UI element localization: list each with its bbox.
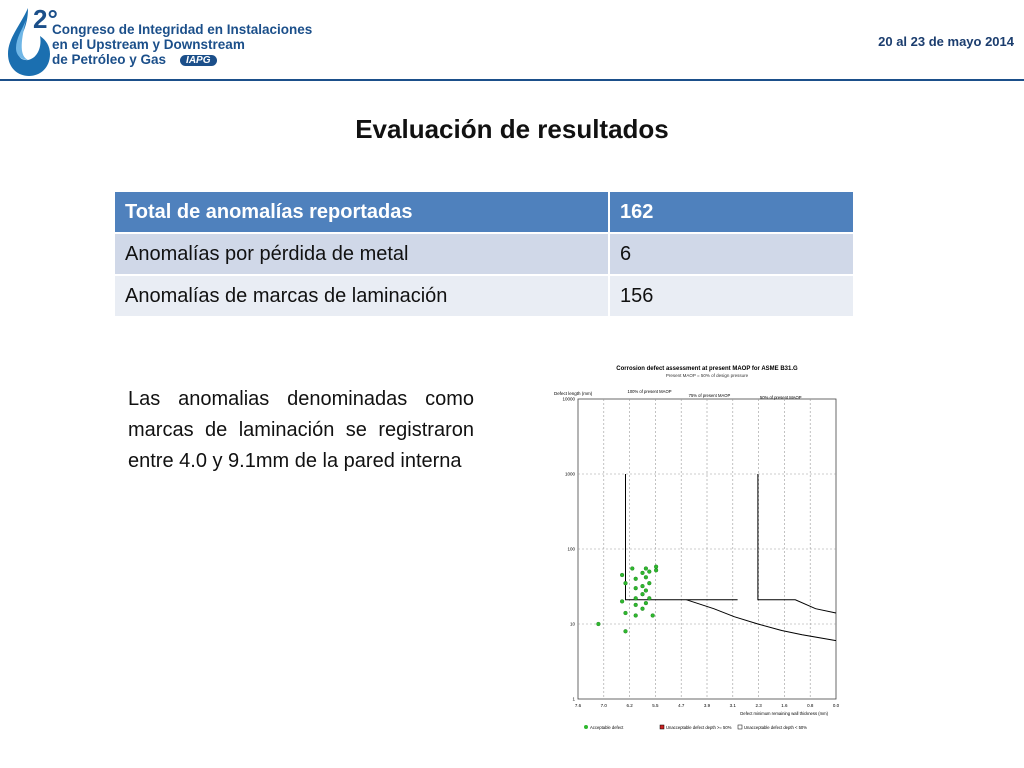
reference-line-label: 100% of present MAOP [627,389,672,394]
x-tick-label: 6.2 [626,703,633,708]
acceptable-defect-point [647,570,651,574]
y-tick-label: 1000 [564,471,575,477]
x-tick-label: 3.1 [729,703,736,708]
acceptable-defect-point [651,614,655,618]
congress-name [52,22,312,67]
x-tick-label: 2.3 [755,703,762,708]
x-tick-label: 4.7 [678,703,685,708]
acceptable-defect-point [641,571,645,575]
acceptable-defect-point [644,575,648,579]
acceptable-defect-point [620,600,624,604]
table-cell-label: Anomalías de marcas de laminación [114,275,609,317]
anomaly-summary-table [113,190,855,318]
x-tick-label: 0.8 [807,703,814,708]
table-row [114,233,854,275]
table-row [114,275,854,317]
acceptable-defect-point [644,589,648,593]
acceptable-defect-point [634,586,638,590]
acceptable-defect-point [624,629,628,633]
reference-line-label: 50% of present MAOP [759,395,802,400]
acceptable-defect-point [654,568,658,572]
y-tick-label: 10000 [562,396,575,402]
legend-acceptable-marker [584,725,588,729]
legend-unacceptable-ge50-label: Unacceptable defect depth >= 50% [666,725,732,730]
acceptable-defect-point [641,584,645,588]
acceptable-defect-point [634,596,638,600]
x-tick-label: 3.9 [703,703,711,708]
table-row [114,191,854,233]
slide-title: Evaluación de resultados [355,114,669,144]
acceptable-defect-point [641,592,645,596]
event-date: 20 al 23 de mayo 2014 [878,34,1014,49]
table-cell-label: Anomalías por pérdida de metal [114,233,609,275]
acceptable-defect-point [647,581,651,585]
x-tick-label: 7.6 [574,703,582,708]
table-cell-value: 156 [609,275,854,317]
y-axis-label: Defect length (mm) [554,391,593,396]
acceptable-defect-point [630,567,634,571]
assessment-envelope-curve [758,474,836,613]
acceptable-defect-point [624,581,628,585]
logo-number: 2° [33,4,58,34]
corrosion-assessment-chart [520,354,900,734]
acceptable-defect-point [647,596,651,600]
table-cell-value: 162 [609,191,854,233]
header-divider [0,79,1024,81]
y-tick-label: 100 [567,546,575,552]
acceptable-defect-point [634,577,638,581]
table-cell-value: 6 [609,233,854,275]
x-tick-label: 7.0 [600,703,607,708]
congress-line-2: en el Upstream y Downstream [52,37,245,52]
chart-title: Corrosion defect assessment at present MAOP for ASME B31.G [616,366,798,372]
acceptable-defect-point [641,607,645,611]
acceptable-defect-point [644,567,648,571]
legend-acceptable-label: Acceptable defect [590,725,624,730]
acceptable-defect-point [644,601,648,605]
chart-subtitle: Present MAOP = 50% of design pressure [665,373,749,378]
legend-unacceptable-lt50-marker [738,725,742,729]
iapg-badge: IAPG [180,55,216,66]
acceptable-defect-point [597,622,601,626]
acceptable-defect-point [624,611,628,615]
congress-line-3: de Petróleo y Gas IAPG [52,52,312,67]
table-cell-label: Total de anomalías reportadas [114,191,609,233]
results-note: Las anomalias denominadas como marcas de laminación se registraron entre 4.0 y 9.1mm de la pared interna [128,388,474,472]
legend-unacceptable-ge50-marker [660,725,664,729]
x-tick-label: 5.5 [652,703,659,708]
assessment-envelope-curve [687,600,836,641]
acceptable-defect-point [654,565,658,569]
x-tick-label: 0.0 [832,703,840,708]
assessment-envelope-curve [626,474,738,600]
legend-unacceptable-lt50-label: Unacceptable defect depth < 50% [744,725,807,730]
y-tick-label: 1 [572,696,575,702]
acceptable-defect-point [634,614,638,618]
x-tick-label: 1.6 [781,703,788,708]
reference-line-label: 75% of present MAOP [688,393,731,398]
acceptable-defect-point [634,603,638,607]
y-tick-label: 10 [569,621,575,627]
acceptable-defect-point [620,573,624,577]
x-axis-label: Defect minimum remaining wall thickness (mm) [740,711,828,716]
congress-line-1: Congreso de Integridad en Instalaciones [52,22,313,37]
